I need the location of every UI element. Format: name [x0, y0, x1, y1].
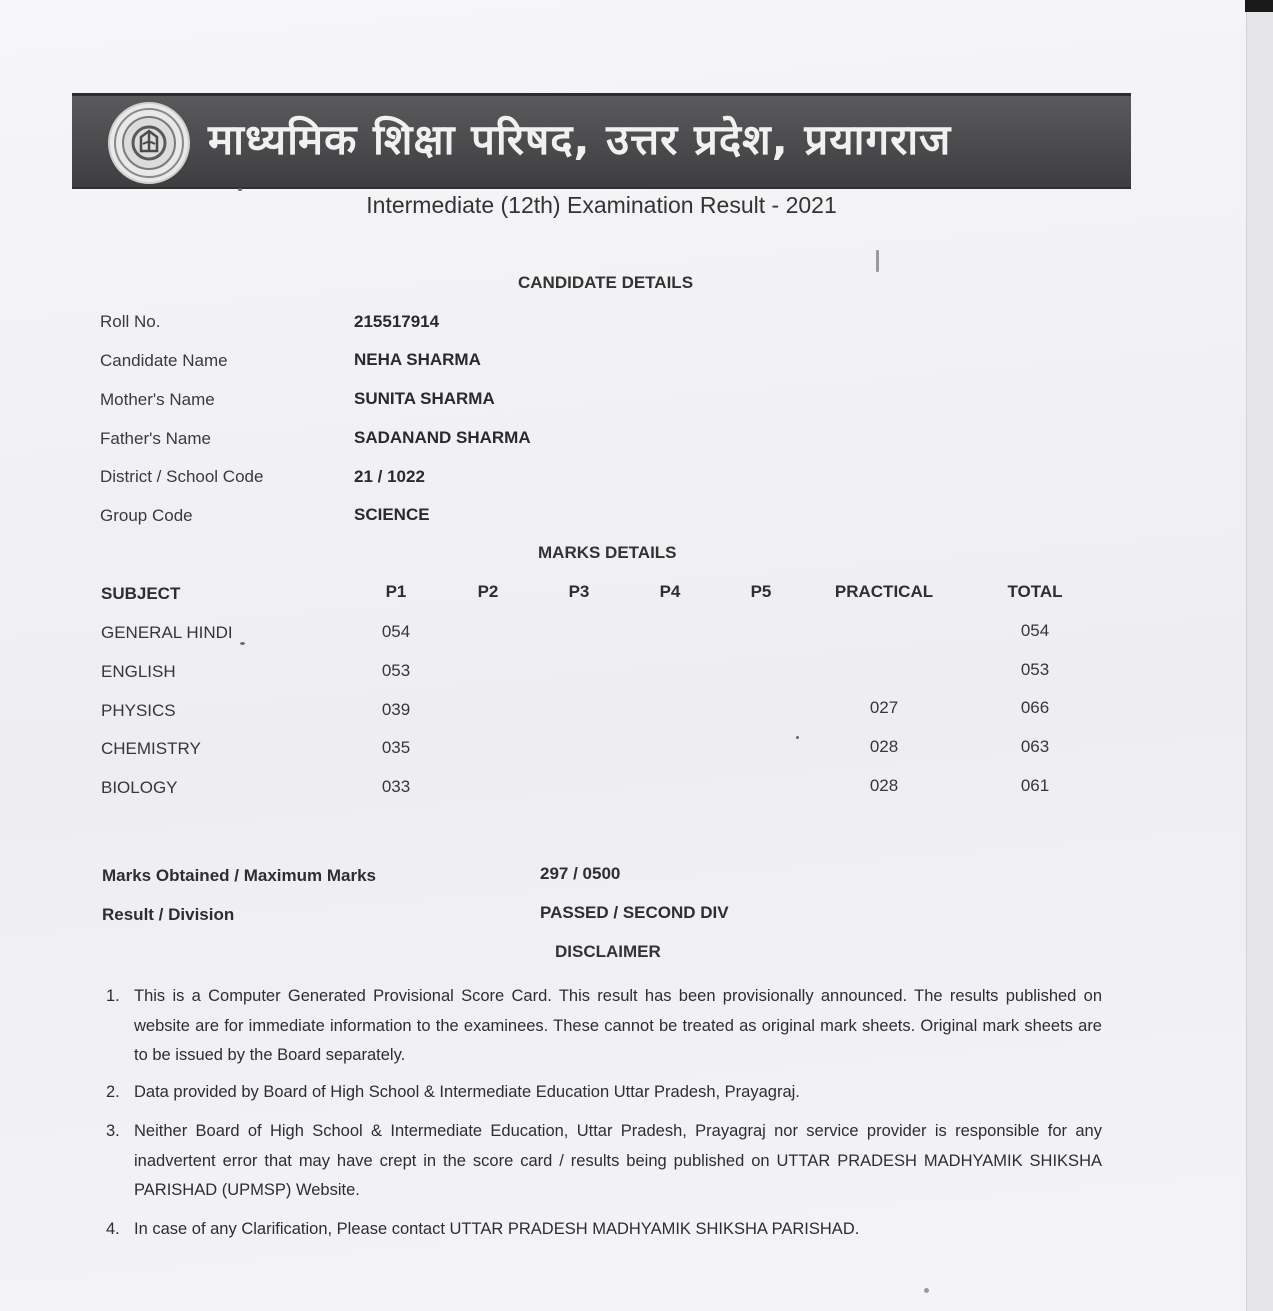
candidate-details-heading: CANDIDATE DETAILS [518, 273, 694, 292]
p1-cell: 039 [381, 700, 411, 719]
scan-speck [924, 1288, 929, 1293]
scan-speck [240, 642, 245, 645]
roll-no-value: 215517914 [354, 312, 440, 331]
marks-obtained-value: 297 / 0500 [540, 864, 621, 883]
column-header-p5: P5 [750, 582, 772, 601]
p1-cell: 053 [381, 661, 411, 680]
p1-cell: 035 [381, 738, 411, 757]
subject-cell: CHEMISTRY [101, 739, 201, 758]
father-name-value: SADANAND SHARMA [354, 428, 531, 447]
upmsp-emblem-logo [108, 102, 190, 184]
candidate-name-label: Candidate Name [100, 351, 228, 370]
roll-no-label: Roll No. [100, 312, 161, 331]
marks-obtained-label: Marks Obtained / Maximum Marks [102, 866, 376, 885]
father-name-label: Father's Name [100, 429, 211, 448]
list-item-number: 3. [106, 1122, 120, 1140]
list-item-text: Data provided by Board of High School & Intermediate Education Uttar Pradesh, Prayagraj. [134, 1083, 800, 1101]
list-item-number: 4. [106, 1220, 120, 1238]
list-item-number: 2. [106, 1083, 120, 1101]
column-header-p2: P2 [477, 582, 499, 601]
total-cell: 061 [1020, 776, 1050, 795]
practical-cell: 028 [869, 776, 899, 795]
group-code-value: SCIENCE [354, 505, 430, 524]
practical-cell: 028 [869, 737, 899, 756]
board-name-hindi: माध्यमिक शिक्षा परिषद, उत्तर प्रदेश, प्रयागराज [208, 115, 952, 164]
list-item-text: This is a Computer Generated Provisional Score Card. This result has been provisionally announced. The results published on website are for immediate information to the examinees. These cannot be treated as original mark sheets. Original mark sheets are to be issued by the Board separately. [134, 987, 1102, 1064]
total-cell: 066 [1020, 698, 1050, 717]
list-item [106, 1117, 1102, 1206]
p1-cell: 033 [381, 777, 411, 796]
subject-cell: ENGLISH [101, 662, 176, 681]
list-item [106, 1215, 1102, 1245]
subject-cell: BIOLOGY [101, 778, 178, 797]
result-division-value: PASSED / SECOND DIV [540, 903, 729, 922]
column-header-p4: P4 [659, 582, 681, 601]
column-header-p1: P1 [385, 582, 407, 601]
marks-details-heading: MARKS DETAILS [538, 543, 677, 562]
district-school-code-label: District / School Code [100, 467, 264, 486]
scan-speck [238, 188, 242, 191]
p1-cell: 054 [381, 622, 411, 641]
board-header-banner [72, 93, 1131, 189]
candidate-name-value: NEHA SHARMA [354, 350, 481, 369]
scan-edge-dark [1245, 0, 1273, 12]
district-school-code-value: 21 / 1022 [354, 467, 425, 486]
column-header-total: TOTAL [1007, 582, 1063, 601]
column-header-subject: SUBJECT [101, 584, 181, 603]
list-item-text: Neither Board of High School & Intermediate Education, Uttar Pradesh, Prayagraj nor service provider is responsible for any inadvertent error that may have crept in the score card / results being published on UTTAR PRADESH MADHYAMIK SHIKSHA PARISHAD (UPMSP) Website. [134, 1122, 1102, 1199]
mother-name-label: Mother's Name [100, 390, 215, 409]
column-header-p3: P3 [568, 582, 590, 601]
list-item [106, 1078, 1102, 1108]
disclaimer-heading: DISCLAIMER [555, 942, 661, 961]
scan-speck [796, 736, 799, 739]
scan-mark [876, 250, 879, 272]
mother-name-value: SUNITA SHARMA [354, 389, 495, 408]
subject-cell: GENERAL HINDI [101, 623, 233, 642]
total-cell: 053 [1020, 660, 1050, 679]
practical-cell: 027 [869, 698, 899, 717]
subject-cell: PHYSICS [101, 701, 176, 720]
result-division-label: Result / Division [102, 905, 235, 924]
group-code-label: Group Code [100, 506, 193, 525]
list-item-number: 1. [106, 987, 120, 1005]
list-item-text: In case of any Clarification, Please contact UTTAR PRADESH MADHYAMIK SHIKSHA PARISHAD. [134, 1220, 860, 1238]
column-header-practical: PRACTICAL [834, 582, 934, 601]
total-cell: 054 [1020, 621, 1050, 640]
exam-title: Intermediate (12th) Examination Result - 2021 [366, 192, 837, 218]
list-item [106, 982, 1102, 1071]
scan-edge-strip [1246, 12, 1273, 1311]
total-cell: 063 [1020, 737, 1050, 756]
